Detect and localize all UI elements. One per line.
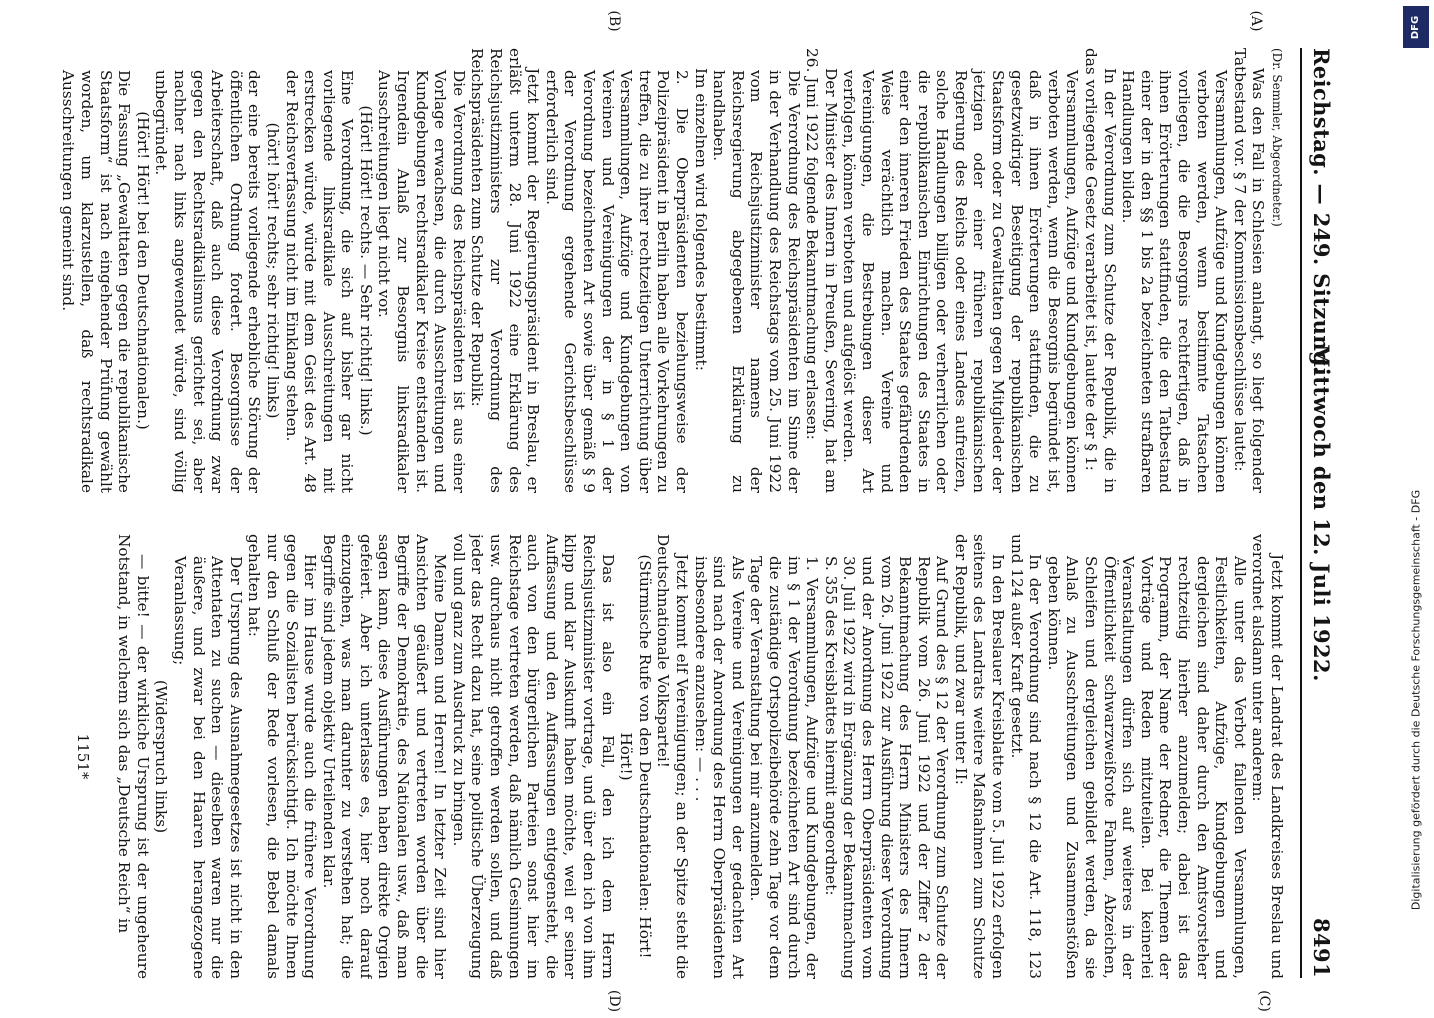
paragraph: Das ist also ein Fall, den ich dem Herrn Reichsjustizminister vortrage, und über den ich von ihm klipp und klar Auskunft haben möchte, weil er seiner Auffassung und den Auffassungen entgegensteht, die auch von den bürgerlichen Parteien sonst hier im Reichstage vertreten werden, daß nämlich Gesinnungen usw. durchaus nicht getroffen werden sollen, und daß jeder das Recht dazu hat, seine politische Überzeugung voll und ganz zum Ausdruck zu bringen.: [449, 534, 617, 979]
quoted-paragraph: Als Vereine und Vereinigungen der gedachten Art sind nach der Anordnung des Herrn Oberpräsidenten insbesondere anzusehen: — . . .: [691, 556, 747, 979]
digitization-stamp: [1398, 0, 1434, 1000]
interjection: (Widerspruch links): [152, 679, 171, 834]
page-header: [1302, 48, 1342, 978]
paragraph: Jetzt kommt elf Vereinigungen; an der Spitze steht die Deutschnationale Volkspartei!: [654, 534, 691, 979]
left-column: [56, 48, 1286, 493]
digitization-note: Digitalisierung gefördert durch die Deutsche Forschungsgemeinschaft - DFG: [1409, 489, 1423, 911]
paragraph: Hier im Hause wurde auch die frühere Verordnung gegen die Sozialisten berücksichtigt. Ich möchte Ihnen nur den Schluß der Rede vorlesen, die Bebel damals gehalten hat:: [245, 534, 320, 979]
interjection: (Hört! Hört! rechts. — Sehr richtig! links.): [356, 105, 375, 436]
header-left: Reichstag. — 249. Sitzung.: [1309, 48, 1334, 374]
speaker-note: (Dr. Semmler, Abgeordneter.): [1270, 48, 1284, 227]
quoted-paragraph: Auf Grund des § 12 der Verordnung zum Schutze der Republik vom 26. Juni 1922 und der Ziffer 2 der Bekanntmachung des Herrn Ministers des Innern vom 26. Juni 1922 zur Ausführung dieser Verordnung und der Anordnung des Herrn Oberpräsidenten vom 30. Juli 1922 wird in Ergänzung der Bekanntmachung S. 355 des Kreisblattes hiermit angeordnet:: [821, 556, 952, 979]
quoted-paragraph: Alle unter das Verbot fallenden Versammlungen, Festlichkeiten, Aufzüge, Kundgebungen und dergleichen sind daher durch den Amtsvorsteher rechtzeitig hierher anzumelden; dabei ist das Programm, der Name der Redner, die Themen der Vorträge und Reden mitzuteilen. Bei keinerlei Veranstaltungen dürfen sich auf weiteres in der Öffentlichkeit schwarzweißrote Fahnen, Abzeichen, Schleifen und dergleichen gebildet werden, da sie Anlaß zu Ausschreitungen und Zusammenstößen geben können.: [1044, 556, 1249, 979]
quoted-paragraph: 2. Die Oberpräsidenten beziehungsweise der Polizeipräsident in Berlin haben alle Vorkehrungen zu treffen, die zu ihrer rechtzeitigen Unterrichtung über Versammlungen, Aufzüge und Kundgebungen von Vereinen und Vereinigungen der in § 1 der Verordnung bezeichneten Art sowie über gemäß § 9 der Verordnung ergehende Gerichtsbeschlüsse erforderlich sind.: [542, 70, 691, 493]
interjection: (Stürmische Rufe von den Deutschnationalen: Hört! Hört!): [617, 554, 654, 959]
paragraph: In den Breslauer Kreisblatte vom 5. Juli 1922 erfolgen seitens des Landrats weitere Maßnahmen zum Schutze der Republik, und zwar unter II:: [951, 534, 1008, 979]
paragraph: Im einzelnen wird folgendes bestimmt:: [691, 68, 710, 371]
right-column: [56, 534, 1286, 979]
quoted-paragraph: Versammlungen, Aufzüge und Kundgebungen können verboten werden, wenn die Besorgnis begründet ist, daß in ihnen Erörterungen stattfinden, die zu gesetzwidriger Beseitigung der republikanischen Staatsform oder zu Gewalttaten gegen Mitglieder der jetzigen oder einer früheren republikanischen Regierung des Reichs oder eines Landes aufreizen, solche Handlungen billigen oder verherrlichen oder die republikanischen Einrichtungen des Staates in einer den inneren Frieden des Staates gefährdenden Weise verächtlich machen. Vereine und Vereinigungen, die Bestrebungen dieser Art verfolgen, können verboten und aufgelöst werden.: [840, 70, 1082, 493]
margin-marker-b: (B): [606, 10, 622, 32]
paragraph: Jetzt kommt der Landrat des Landkreises Breslau und verordnet alsdann unter anderem:: [1249, 534, 1286, 979]
quoted-paragraph: der eine bereits vorliegende erhebliche Störung der öffentlichen Ordnung fordert. Besorgnisse der Arbeiterschaft, daß auch diese Verordnung zwar gegen den Rechtsradikalismus gerichtet sei, aber nachher nach links angewendet würde, sind völlig unbegründet.: [152, 70, 264, 493]
quoted-paragraph: Der Ursprung des Ausnahmegesetzes ist nicht in den Attentaten zu suchen — dieselben waren nur die äußere, und zwar bei den Haaren herangezogene Veranlassung;: [170, 556, 245, 979]
paragraph: Jetzt kommt der Regierungspräsident in Breslau, er erläßt unterm 28. Juni 1922 eine Erklärung des Reichsjustizministers zur Verordnung des Reichspräsidenten zum Schutze der Republik:: [468, 48, 543, 493]
quoted-paragraph: 1. Versammlungen, Aufzüge und Kundgebungen, der im § 1 der Verordnung bezeichneten Art sind durch die zuständige Ortspolizeibehörde zehn Tage vor dem Tage der Veranstaltung bei mir anzumelden.: [747, 556, 822, 979]
quoted-paragraph: Versammlungen, Aufzüge und Kundgebungen können verboten werden, wenn bestimmte Tatsachen vorliegen, die die Besorgnis rechtfertigen, daß in ihnen Erörterungen stattfinden, die den Tatbestand einer der in den §§ 1 bis 2a bezeichneten strafbaren Handlungen bilden.: [1119, 70, 1231, 493]
margin-marker-c: (C): [1256, 990, 1272, 1012]
quoted-paragraph: Die Verordnung des Reichspräsidenten ist aus einer Vorlage erwachsen, die durch Ausschreitungen und Kundgebungen rechtsradikaler Kreise entstanden ist. Irgendein Anlaß zur Besorgnis linksradikaler Ausschreitungen liegt nicht vor.: [375, 70, 468, 493]
interjection: (Hört! Hört! bei den Deutschnationalen.): [133, 111, 152, 430]
margin-marker-a: (A): [1248, 10, 1264, 32]
quoted-paragraph: Die Verordnung des Reichspräsidenten im Sinne der in der Verhandlung des Reichstags vom 25. Juni 1922 vom Reichsjustizminister namens der Reichsregierung abgegebenen Erklärung zu handhaben.: [710, 70, 803, 493]
paragraph: Was den Fall in Schlesien anlangt, so liegt folgender Tatbestand vor. § 7 der Kommissionsbeschlüsse lautet:: [1230, 48, 1268, 493]
dfg-logo-icon: DFG: [1403, 6, 1429, 48]
paragraph: — bitte! — der wirkliche Ursprung ist der ungeheure Notstand, in welchem sich das „Deutsche Reich“ in: [115, 534, 152, 979]
quoted-paragraph: Die Fassung „Gewalttaten gegen die republikanische Staatsform“ ist nach eingehender Prüfung gewählt worden, um klarzustellen, daß rechtsradikale Ausschreitungen gemeint sind.: [59, 70, 134, 493]
interjection: (hört! hört! rechts; sehr richtig! links): [263, 122, 282, 419]
margin-marker-d: (D): [606, 989, 622, 1013]
header-rule: [1300, 48, 1302, 978]
page-content: [52, 10, 1342, 1013]
paragraph: Der Minister des Innern in Preußen, Severing, hat am 26. Juni 1922 folgende Bekanntmachung erlassen:: [803, 48, 840, 493]
quoted-paragraph: Eine Verordnung, die sich auf bisher gar nicht vorliegende linksradikale Ausschreitungen mit erstrecken würde, würde mit dem Geist des Art. 48 der Reichsverfassung nicht im Einklang stehen.: [282, 70, 357, 493]
header-date: Mittwoch den 12. Juli 1922.: [1309, 344, 1334, 682]
paragraph: In der Verordnung sind nach § 12 die Art. 118, 123 und 124 außer Kraft gesetzt.: [1007, 534, 1045, 979]
page-number: 8491: [1309, 917, 1334, 978]
paragraph: Meine Damen und Herren! In letzter Zeit sind hier Ansichten geäußert und vertreten worden über die Begriffe der Demokratie, des Nationalen usw., daß man sagen kann, diese Ausführungen haben direkte Orgien gefeiert. Aber ich unterlasse es, hier noch darauf einzugehen, was man darunter zu verstehen hat; die Begriffe sind jedem objektiv Urteilenden klar.: [319, 534, 450, 979]
page-footer-number: 1151*: [74, 733, 92, 780]
paragraph: In der Verordnung zum Schutze der Republik, die in das vorliegende Gesetz verarbeitet ist, lautete der § 1:: [1082, 48, 1119, 493]
